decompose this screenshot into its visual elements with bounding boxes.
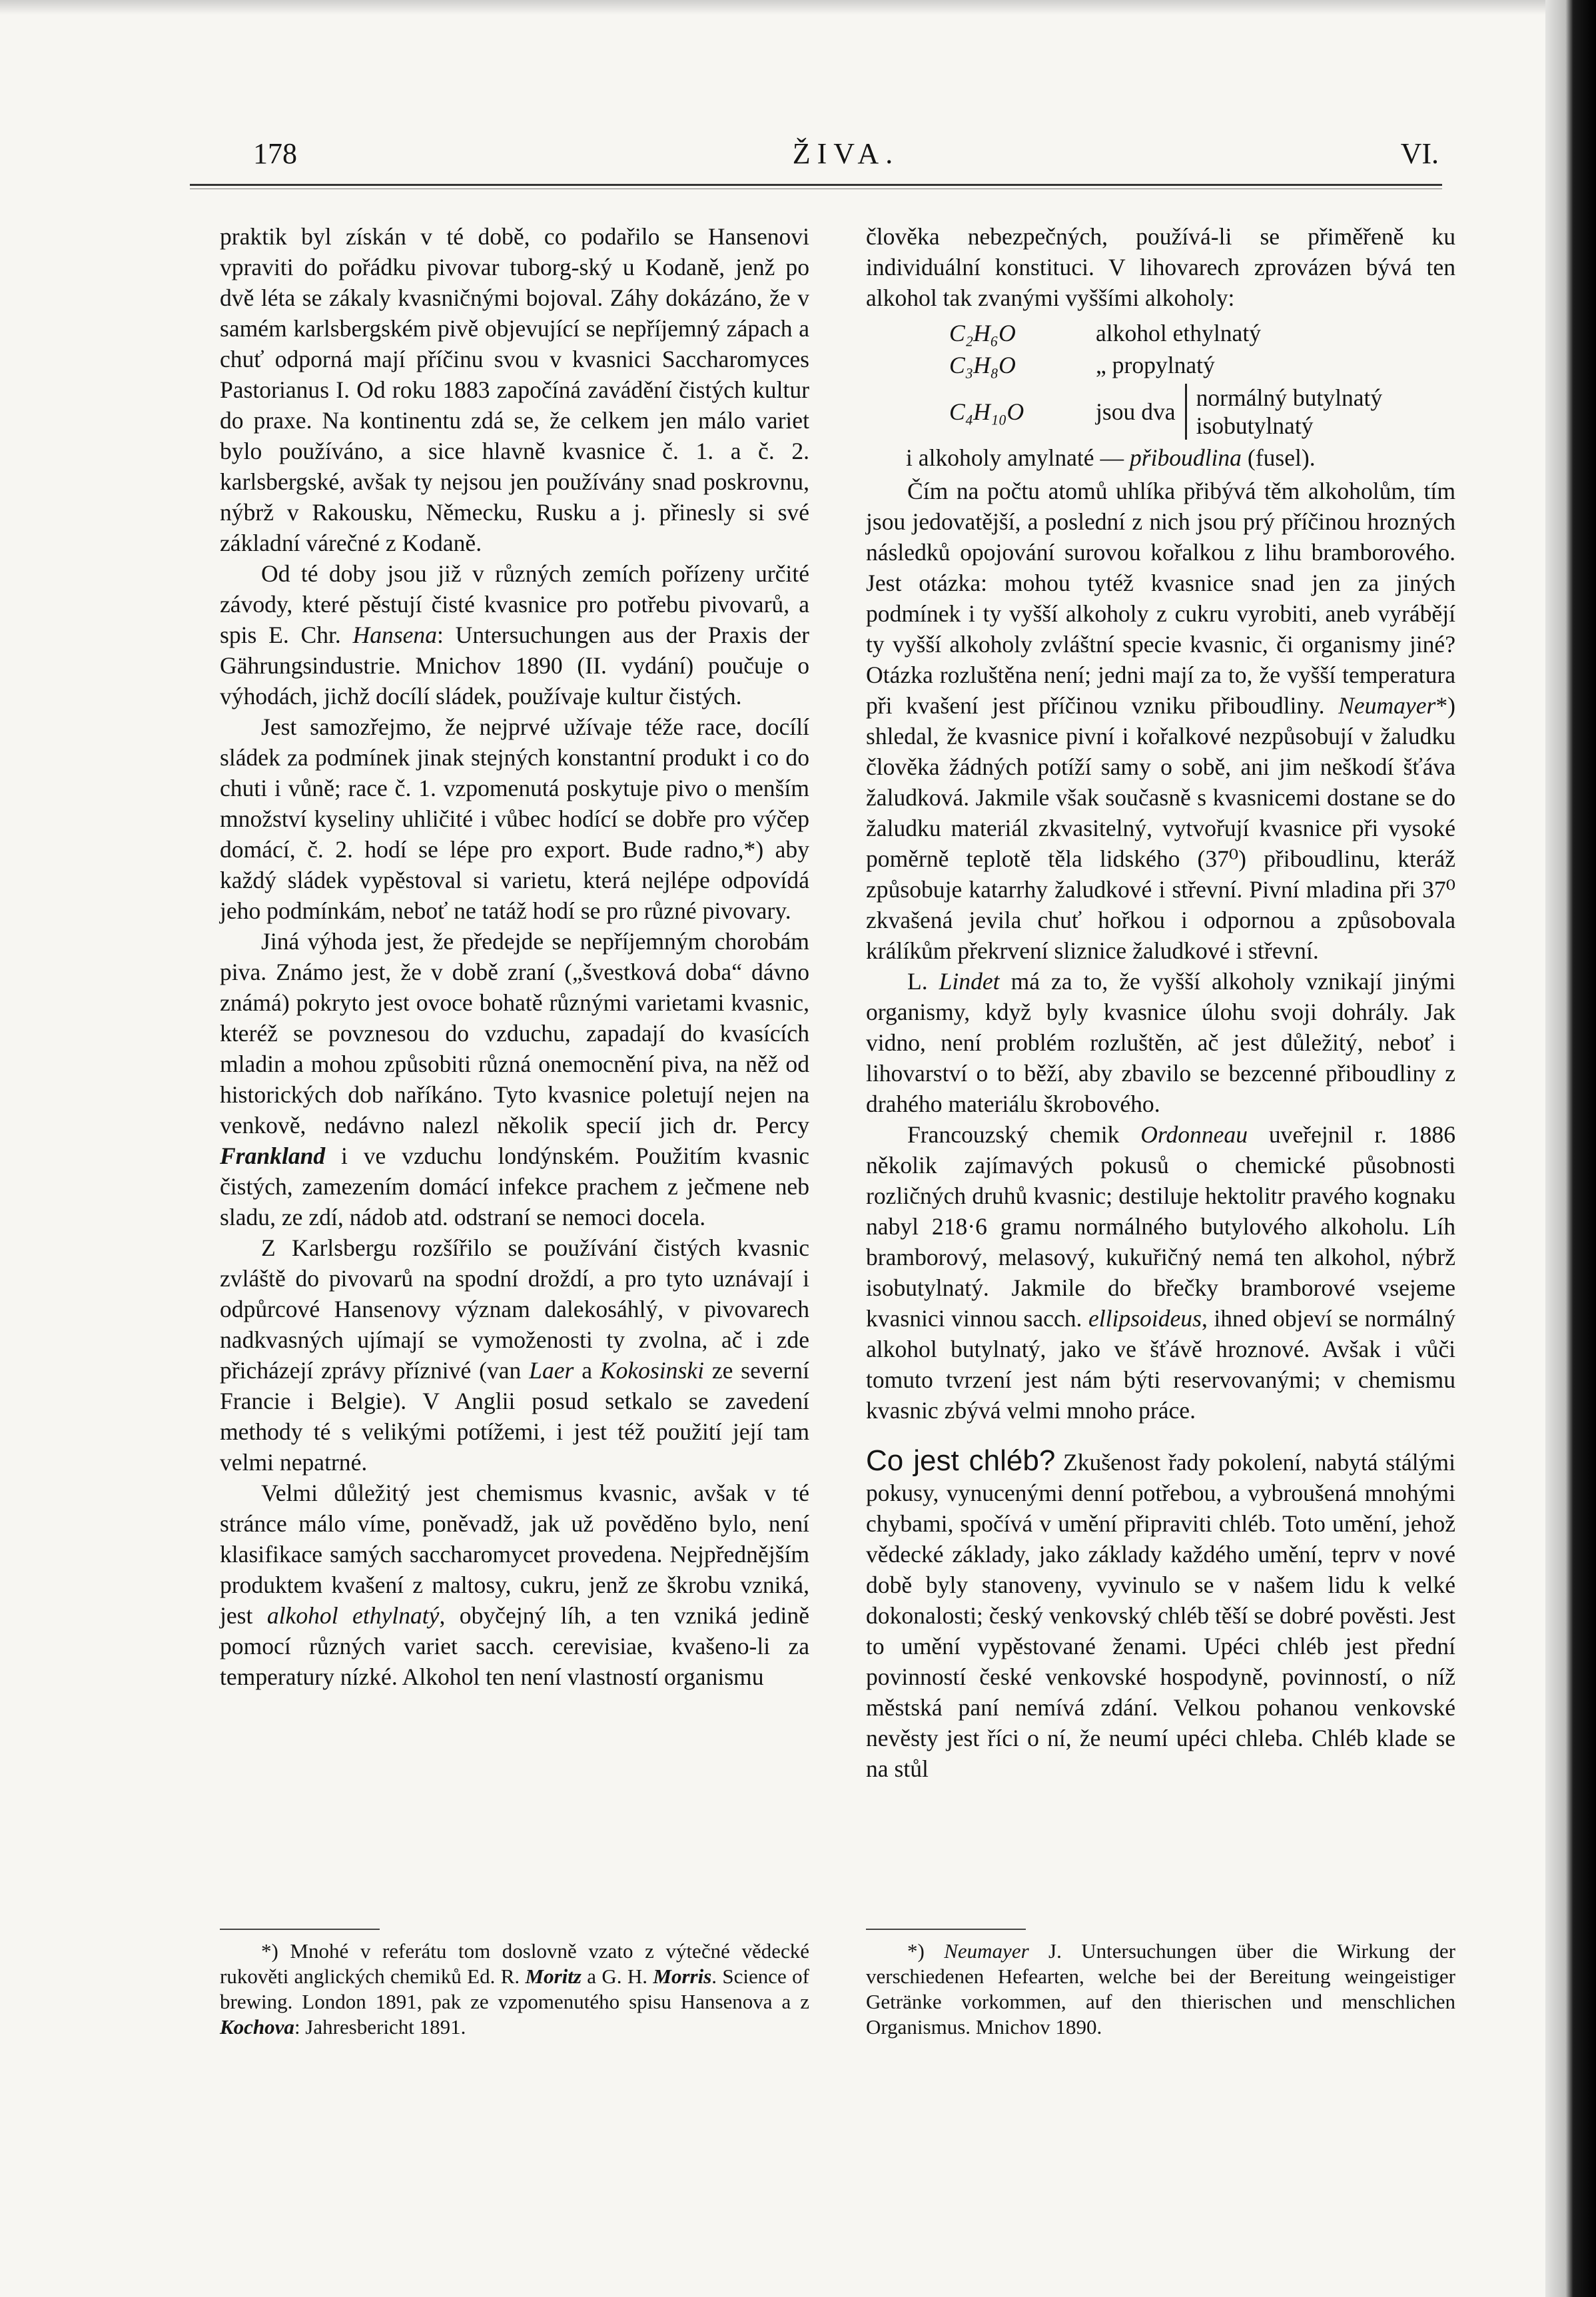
- formula-description: jsou dva: [1096, 398, 1176, 425]
- left-column: [220, 221, 809, 1692]
- formula-description: „ propylnatý: [1096, 352, 1215, 378]
- left-paragraph-1: praktik byl získán v té době, co podařilo se Hansenovi vpraviti do pořádku pivovar tuborg-ský u Kodaně, jenž po dvě léta se zákaly kvasničnými bojoval. Záhy dokázáno, že v samém karlsbergském pivě objevující se nepříjemný zápach a chuť odporná mají příčinu svou v kvasnici Saccharomyces Pastorianus I. Od roku 1883 započíná zavádění čistých kultur do praxe. Na kontinentu zdá se, že celkem jen málo variet bylo používáno, a sice hlavně kvasnice č. 1. a č. 2. karlsbergské, avšak ty nejsou jen používány snad poskrovnu, nýbrž v Rakousku, Německu, Rusku a j. přinesly si své základní várečné z Kodaně.: [220, 223, 809, 556]
- alcohol-formulas: [866, 317, 1455, 473]
- formula-description: alkohol ethylnatý: [1096, 320, 1262, 346]
- formula-row: [866, 317, 1455, 349]
- right-paragraph-4: Francouzský chemik Ordonneau uveřejnil r. 1886 několik zajímavých pokusů o chemické působnosti rozličných druhů kvasnic; destiluje hektolitr pravého kognaku nabyl 218·6 gramu normálného butylového alkoholu. Líh bramborový, melasový, kukuřičný nemá ten alkohol, nýbrž isobutylnatý. Jakmile do břečky bramborové vsejeme kvasnici vinnou sacch. ellipsoideus, ihned objeví se normálný alkohol butylnatý, jako ve šťávě hroznové. Avšak i vůči tomuto tvrzení jest nám býti reservovanými; v chemismu kvasnic zbývá velmi mnoho práce.: [866, 1121, 1456, 1424]
- journal-title: ŽIVA.: [792, 137, 900, 170]
- right-paragraph-2: Čím na počtu atomů uhlíka přibývá těm alkoholům, tím jsou jedovatější, a poslední z nich jsou prý příčinou hrozných následků opojování surovou kořalkou z lihu bramborového. Jest otázka: mohou tytéž kvasnice snad jen za jiných podmínek i ty vyšší alkoholy z cukru vyrobiti, aneb vyrábějí ty vyšší alkoholy zvláštní specie kvasnic, či organismy jiné? Otázka rozluštěna není; jedni mají za to, že vyšší temperatura při kvašení jest příčinou vzniku přiboudliny. Neumayer*) shledal, že kvasnice pivní i kořalkové nezpůsobují v žaludku člověka žádných potíží samy o sobě, ani jim neškodí šťáva žaludková. Jakmile však současně s kvasnicemi dostane se do žaludku materiál zkvasitelný, vytvořují kvasnice při vysoké poměrně teplotě těla lidského (37⁰) přiboudlinu, kteráž způsobuje katarrhy žaludkové i střevní. Pivní mladina při 37⁰ zkvašená jevila chuť hořkou i odpornou a způsobovala králíkům překrvení sliznice žaludkové i střevní.: [866, 478, 1455, 964]
- right-paragraph-3: L. Lindet má za to, že vyšší alkoholy vznikají jinými organismy, když byly kvasnice úlohu svoji dohrály. Jak vidno, není problém rozluštěn, ač jest důležitý, neboť i lihovarství o to běží, aby zbavilo se bezcenné přiboudliny z drahého materiálu škrobového.: [866, 968, 1455, 1117]
- left-footnote-rule: [220, 1929, 380, 1930]
- volume-number: VI.: [1400, 137, 1439, 170]
- running-header: [253, 137, 1439, 183]
- section-title: Co jest chléb?: [866, 1444, 1056, 1477]
- left-paragraph-6: Velmi důležitý jest chemismus kvasnic, avšak v té stránce málo víme, poněvadž, jak už pověděno bylo, není klasifikace samých saccharomycet provedena. Nejpřednějším produktem kvašení z maltosy, cukru, jenž ze škrobu vzniká, jest alkohol ethylnatý, obyčejný líh, a ten vzniká jedině pomocí různých variet sacch. cerevisiae, kvašeno-li za temperatury nízké. Alkohol ten není vlastností organismu: [220, 1480, 809, 1690]
- formula-row: [866, 381, 1455, 442]
- right-column: [866, 221, 1455, 1784]
- brace-options: [1185, 384, 1383, 440]
- amyl-line: i alkoholy amylnaté — přiboudlina (fusel).: [906, 444, 1316, 471]
- formula-row: [866, 349, 1455, 381]
- formula: C₄H₁₀O: [949, 398, 1024, 425]
- right-paragraph-1: člověka nebezpečných, používá-li se přiměřeně ku individuální konstituci. V lihovarech zprovázen bývá ten alkohol tak zvanými vyššími alkoholy:: [866, 223, 1455, 311]
- left-footnote: *) Mnohé v referátu tom doslovně vzato z výtečné vědecké rukověti anglických chemiků Ed. R. Moritz a G. H. Morris. Science of brewing. London 1891, pak ze vzpomenutého spisu Hansenova a z Kochova: Jahresbericht 1891.: [220, 1939, 809, 2039]
- left-paragraph-3: Jest samozřejmo, že nejprvé užívaje téže race, docílí sládek za podmínek jinak stejných konstantní produkt i co do chuti i vůně; race č. 1. vzpomenutá poskytuje pivo o menším množství kyseliny uhličité i vůbec hodící se dobře pro výčep domácí, č. 2. hodí se lépe pro export. Bude radno,*) aby každý sládek vypěstoval si varietu, která nejlépe odpovídá jeho podmínkám, neboť ne tatáž hodí se pro různé pivovary.: [220, 713, 809, 924]
- brace-option: normálný butylnatý: [1196, 384, 1383, 411]
- header-rule: [190, 184, 1442, 189]
- formula: C₂H₆O: [949, 320, 1016, 346]
- right-footnote-rule: [866, 1929, 1026, 1930]
- left-paragraph-2: Od té doby jsou již v různých zemích pořízeny určité závody, které pěstují čisté kvasnice pro potřebu pivovarů, a spis E. Chr. Hansena: Untersuchungen aus der Praxis der Gährungsindustrie. Mnichov 1890 (II. vydání) poučuje o výhodách, jichž docílí sládek, používaje kultur čistých.: [220, 560, 809, 709]
- scan-top-shadow: [0, 0, 1596, 15]
- left-paragraph-4: Jiná výhoda jest, že předejde se nepříjemným chorobám piva. Známo jest, že v době zraní („švestková doba“ dávno známá) pokryto jest ovoce bohatě různými varietami kvasnic, kteréž se povznesou do vzduchu, zapadají do kvasících mladin a mohou způsobiti různá onemocnění piva, na něž od historických dob naříkáno. Tyto kvasnice poletují nejen na venkově, nedávno nalezl několik specií jich dr. Percy Frankland i ve vzduchu londýnském. Použitím kvasnic čistých, zamezením domácí infekce prachem z ječmene neb sladu, ze zdí, nádob atd. odstraní se nemoci docela.: [220, 928, 809, 1230]
- page-number: 178: [253, 137, 297, 170]
- section-bread: Co jest chléb? Zkušenost řady pokolení, nabytá stálými pokusy, vynucenými denní potřebou, a vybroušená mnohými chybami, spočívá v umění připraviti chléb. Toto umění, jehož vědecké základy, jako základy každého umění, teprv v nové době byly stanoveny, vyvinulo se v našem lidu k velké dokonalosti; český venkovský chléb těší se dobré pověsti. Jest to umění vypěstované ženami. Upéci chléb jest přední povinností české venkovské hospodyně, povinností, o níž městská paní nemívá zdání. Velkou pohanou venkovské nevěsty jest říci o ní, že neumí upéci chleba. Chléb klade se na stůl: [866, 1444, 1455, 1782]
- left-paragraph-5: Z Karlsbergu rozšířilo se používání čistých kvasnic zvláště do pivovarů na spodní droždí, a pro tyto uznávají i odpůrcové Hansenovy význam dalekosáhlý, v pivovarech nadkvasných ujímají se vymoženosti ty zvolna, ač i zde přicházejí zprávy příznivé (van Laer a Kokosinski ze severní Francie i Belgie). V Anglii posud setkalo se zavedení methody té s velikými potížemi, i jest též použití její tam velmi nepatrné.: [220, 1234, 809, 1476]
- scan-right-edge: [1545, 0, 1596, 2297]
- brace-option: isobutylnatý: [1196, 412, 1314, 439]
- formula: C₃H₈O: [949, 352, 1016, 378]
- right-footnote: *) Neumayer J. Untersuchungen über die Wirkung der verschiedenen Hefearten, welche bei der Bereitung weingeistiger Getränke vorkommen, auf den thierischen und menschlichen Organismus. Mnichov 1890.: [866, 1939, 1455, 2039]
